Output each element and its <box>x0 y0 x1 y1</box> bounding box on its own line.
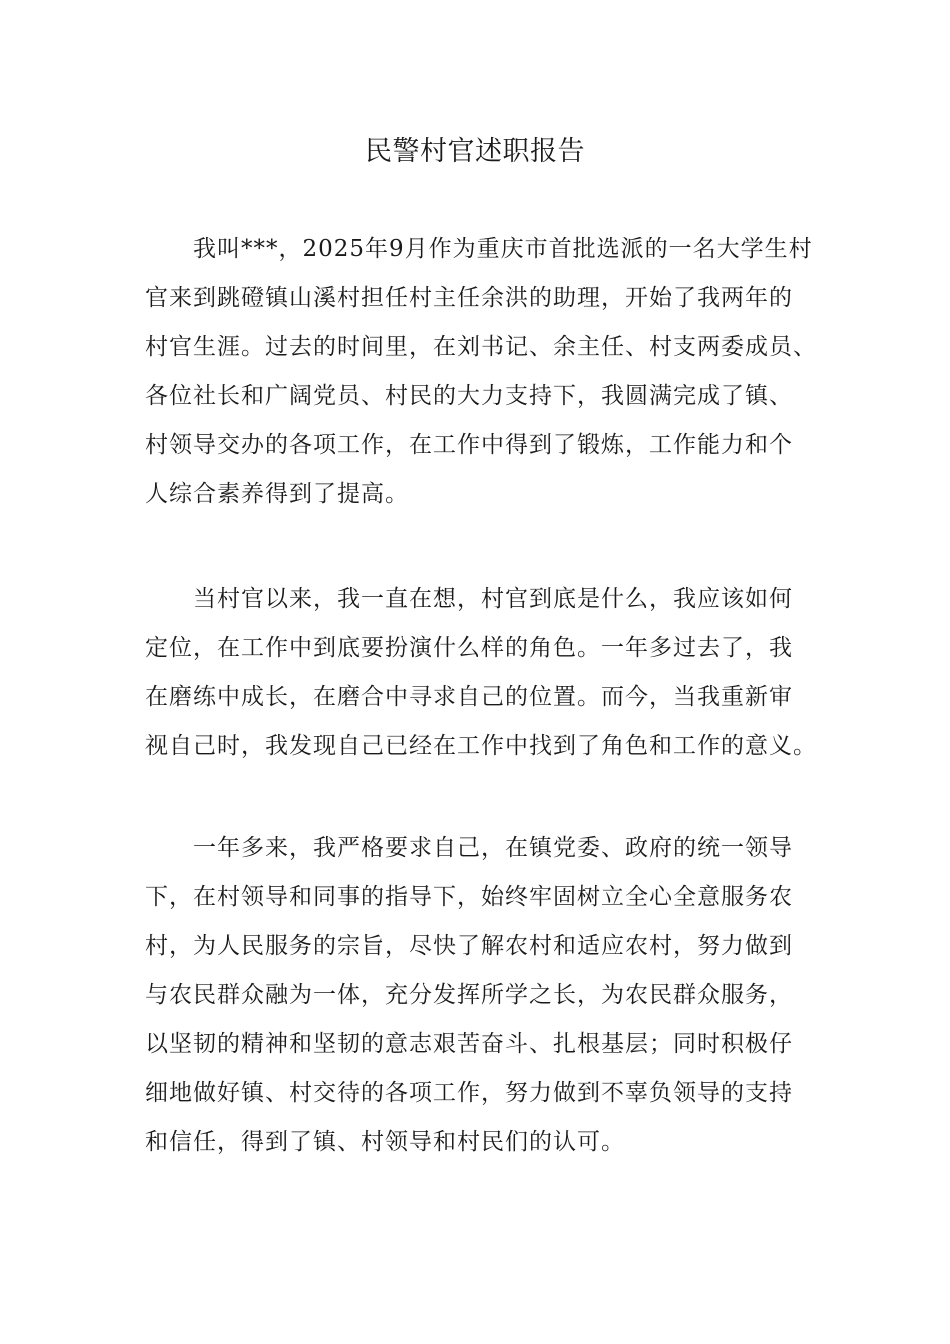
paragraph-line: 以坚韧的精神和坚韧的意志艰苦奋斗、扎根基层；同时积极仔 <box>145 1031 793 1057</box>
paragraph-line: 人综合素养得到了提高。 <box>145 481 409 507</box>
paragraph-line: 细地做好镇、村交待的各项工作，努力做到不辜负领导的支持 <box>145 1080 793 1106</box>
paragraph-line: 村，为人民服务的宗旨，尽快了解农村和适应农村，努力做到 <box>145 933 793 959</box>
paragraph-line: 我叫***，2025年9月作为重庆市首批选派的一名大学生村 <box>193 236 813 262</box>
paragraph-line: 与农民群众融为一体，充分发挥所学之长，为农民群众服务， <box>145 982 793 1008</box>
paragraph-line: 下，在村领导和同事的指导下，始终牢固树立全心全意服务农 <box>145 884 793 910</box>
paragraph-line: 各位社长和广阔党员、村民的大力支持下，我圆满完成了镇、 <box>145 383 793 409</box>
paragraph-line: 一年多来，我严格要求自己，在镇党委、政府的统一领导 <box>193 835 793 861</box>
paragraph-line: 在磨练中成长，在磨合中寻求自己的位置。而今，当我重新审 <box>145 684 793 710</box>
paragraph-line: 村官生涯。过去的时间里，在刘书记、余主任、村支两委成员、 <box>145 334 817 360</box>
paragraph-line: 村领导交办的各项工作，在工作中得到了锻炼，工作能力和个 <box>145 432 793 458</box>
paragraph-line: 当村官以来，我一直在想，村官到底是什么，我应该如何 <box>193 586 793 612</box>
paragraph-line: 视自己时，我发现自己已经在工作中找到了角色和工作的意义。 <box>145 733 817 759</box>
paragraph-line: 官来到跳磴镇山溪村担任村主任余洪的助理，开始了我两年的 <box>145 285 793 311</box>
document-title: 民警村官述职报告 <box>365 136 585 167</box>
paragraph-line: 和信任，得到了镇、村领导和村民们的认可。 <box>145 1129 625 1155</box>
paragraph-line: 定位，在工作中到底要扮演什么样的角色。一年多过去了，我 <box>145 635 793 661</box>
